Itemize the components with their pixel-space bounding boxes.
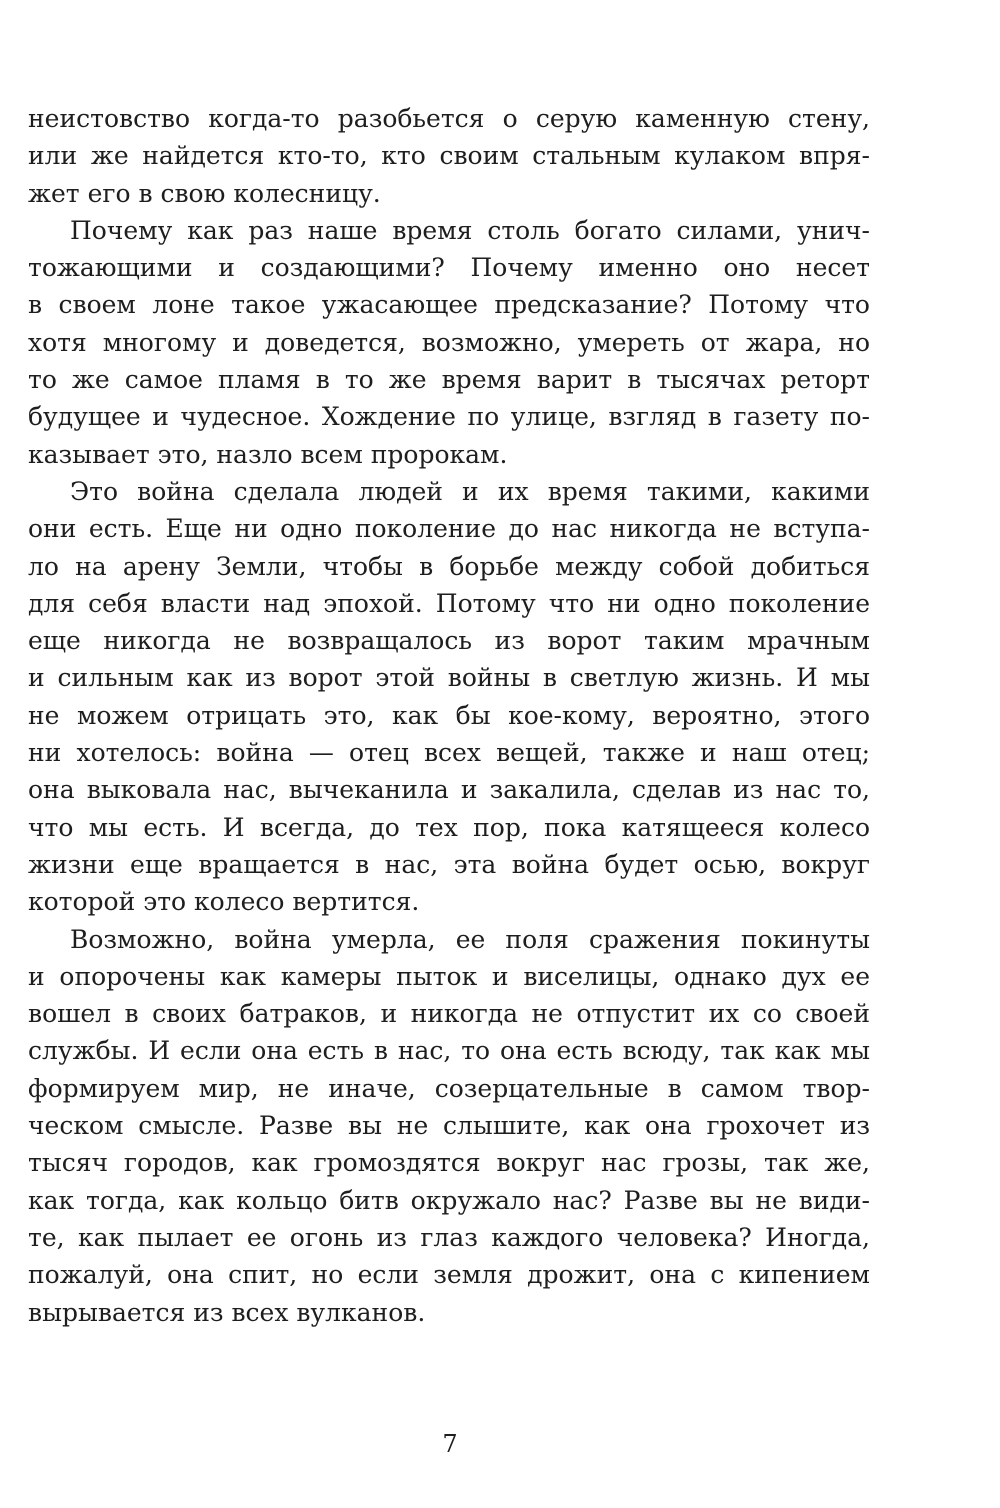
text-line: будущее и чудесное. Хождение по улице, взгляд в газету по-	[28, 402, 870, 432]
text-line: и сильным как из ворот этой войны в светлую жизнь. И мы	[28, 663, 870, 693]
text-line: как тогда, как кольцо битв окружало нас? Разве вы не види-	[28, 1185, 870, 1215]
text-line: формируем мир, не иначе, созерцательные в самом твор-	[28, 1073, 870, 1103]
text-line: вырывается из всех вулканов.	[28, 1297, 426, 1327]
text-line: казывает это, назло всем пророкам.	[28, 439, 508, 469]
text-line: хотя многому и доведется, возможно, умереть от жара, но	[28, 327, 870, 357]
page-number: 7	[442, 1430, 458, 1458]
text-line: что мы есть. И всегда, до тех пор, пока катящееся колесо	[28, 812, 870, 842]
text-line: те, как пылает ее огонь из глаз каждого человека? Иногда,	[28, 1222, 870, 1252]
text-line: ческом смысле. Разве вы не слышите, как она грохочет из	[28, 1111, 870, 1141]
text-line: жет его в свою колесницу.	[28, 178, 381, 208]
text-line: они есть. Еще ни одно поколение до нас никогда не вступа-	[28, 514, 870, 544]
text-line: Это война сделала людей и их время такими, какими	[70, 476, 870, 506]
text-line: неистовство когда-то разобьется о серую каменную стену,	[28, 104, 870, 133]
text-line: еще никогда не возвращалось из ворот таким мрачным	[28, 626, 870, 656]
body-text	[28, 100, 870, 1331]
text-line: ни хотелось: война — отец всех вещей, также и наш отец;	[28, 738, 870, 768]
text-line: Почему как раз наше время столь богато силами, унич-	[70, 215, 870, 245]
text-line: тожающими и создающими? Почему именно оно несет	[28, 253, 870, 283]
text-line: тысяч городов, как громоздятся вокруг нас грозы, так же,	[28, 1148, 870, 1178]
text-line: и опорочены как камеры пыток и виселицы, однако дух ее	[28, 961, 870, 991]
text-line: пожалуй, она спит, но если земля дрожит, она с кипением	[28, 1260, 870, 1290]
text-line: вошел в своих батраков, и никогда не отпустит их со своей	[28, 999, 870, 1029]
text-line: не можем отрицать это, как бы кое-кому, вероятно, этого	[28, 700, 870, 730]
text-line: службы. И если она есть в нас, то она есть всюду, так как мы	[28, 1036, 870, 1066]
text-line: она выковала нас, вычеканила и закалила, сделав из нас то,	[28, 775, 870, 805]
text-line: в своем лоне такое ужасающее предсказание? Потому что	[28, 290, 870, 320]
text-line: для себя власти над эпохой. Потому что ни одно поколение	[28, 588, 870, 618]
text-line: или же найдется кто-то, кто своим стальным кулаком впря-	[28, 141, 870, 171]
text-line: ло на арену Земли, чтобы в борьбе между собой добиться	[28, 551, 870, 581]
text-line: жизни еще вращается в нас, эта война будет осью, вокруг	[28, 849, 870, 879]
text-line: то же самое пламя в то же время варит в тысячах реторт	[28, 365, 870, 395]
text-line: Возможно, война умерла, ее поля сражения покинуты	[70, 924, 870, 954]
text-line: которой это колесо вертится.	[28, 887, 420, 917]
